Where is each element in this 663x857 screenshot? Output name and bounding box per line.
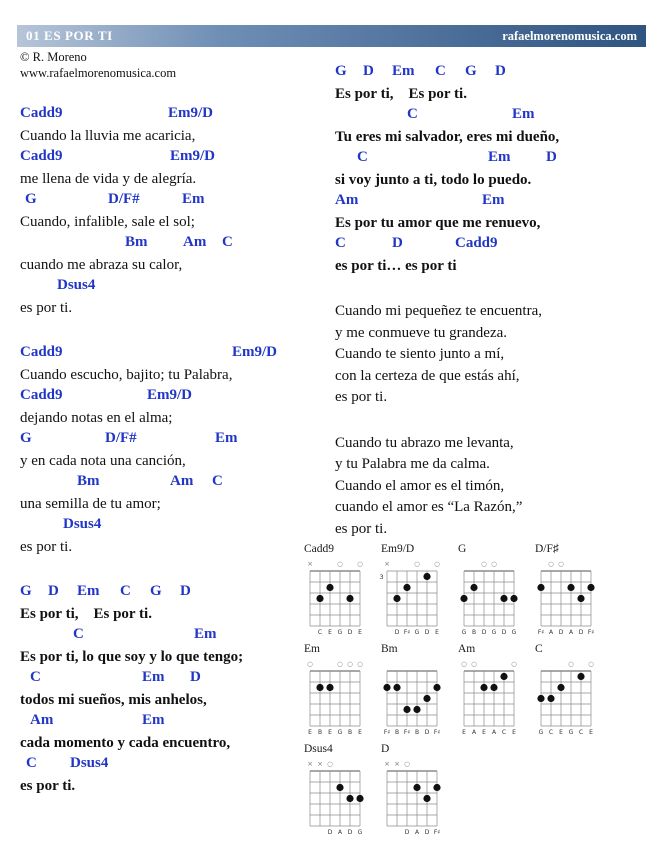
fret-dot (500, 595, 507, 602)
chord: Dsus4 (70, 755, 109, 771)
chord: C (357, 149, 368, 165)
chord: Em (488, 149, 511, 165)
chord: Bm (125, 234, 148, 250)
note-label: C (501, 729, 507, 736)
open-string-marker: ○ (471, 660, 477, 668)
lyric-line: Es por ti, Es por ti. (335, 85, 467, 102)
chord-line (20, 668, 332, 690)
lyric-line: Cuando mi pequeñez te encuentra, (335, 303, 542, 319)
fret-dot (567, 584, 574, 591)
chord-line (335, 62, 657, 84)
chord-diagram (379, 743, 456, 837)
chord-diagram-name: Em (304, 643, 320, 655)
note-label: E (358, 629, 362, 636)
chord: D/F# (108, 191, 140, 207)
lyric-line: Cuando tu abrazo me levanta, (335, 434, 514, 451)
chord-diagram (302, 743, 379, 837)
chord: Em (482, 192, 505, 208)
note-label: D (347, 829, 353, 836)
note-label: A (548, 629, 554, 636)
chord: Dsus4 (63, 516, 102, 532)
fret-dot (403, 706, 410, 713)
lyric-line: Cuando te siento junto a mí, (335, 346, 505, 362)
lyric-line: es por ti. (335, 389, 388, 405)
chord-diagram-grid (533, 557, 599, 637)
chord: G (25, 191, 37, 207)
note-label: G (414, 629, 420, 636)
note-label: G (538, 729, 544, 736)
lyric-line: es por ti… es por ti (335, 257, 457, 274)
open-string-marker: ○ (347, 660, 353, 668)
lyric-line: cada momento y cada encuentro, (20, 734, 231, 751)
lyric-line: y en cada nota una canción, (20, 452, 186, 469)
chord-diagram-grid (456, 657, 522, 737)
fret-dot (433, 684, 440, 691)
chord: G (465, 63, 477, 79)
fret-dot (423, 795, 430, 802)
fret-dot (393, 684, 400, 691)
note-label: G (357, 829, 363, 836)
note-label: D (404, 829, 410, 836)
chord: D (495, 63, 506, 79)
open-string-marker: ○ (307, 660, 313, 668)
chord: C (73, 626, 84, 642)
note-label: E (462, 729, 466, 736)
note-label: F♯ (433, 829, 441, 836)
open-string-marker: ○ (414, 560, 420, 568)
lyric-line: Tu eres mi salvador, eres mi dueño, (335, 128, 560, 145)
lyric-line: es por ti. (20, 777, 76, 794)
fret-dot (500, 673, 507, 680)
chord-diagram-name: Am (458, 643, 476, 655)
chord: Am (183, 234, 207, 250)
chord-diagram-name: D/F♯ (535, 543, 559, 555)
chord: Em9/D (232, 344, 277, 360)
note-label: A (491, 729, 497, 736)
note-label: A (471, 729, 477, 736)
song-block (20, 343, 332, 558)
fret-dot (316, 684, 323, 691)
fret-dot (326, 584, 333, 591)
chord-line (335, 105, 657, 127)
fret-dot (480, 684, 487, 691)
open-string-marker: ○ (337, 660, 343, 668)
fret-dot (423, 573, 430, 580)
fret-dot (547, 695, 554, 702)
note-label: G (491, 629, 497, 636)
song-block (335, 433, 657, 541)
note-label: A (337, 829, 343, 836)
base-fret-number: 3 (379, 573, 384, 581)
fret-dot (336, 784, 343, 791)
fret-dot (460, 595, 467, 602)
chord: Em (512, 106, 535, 122)
chord-line (335, 148, 657, 170)
chord-diagram-name: Em9/D (381, 543, 415, 555)
chord: Am (335, 192, 359, 208)
chord-line (20, 625, 332, 647)
fret-dot (346, 595, 353, 602)
chord-diagram-grid (302, 757, 368, 837)
chord-line (20, 711, 332, 733)
note-label: A (414, 829, 420, 836)
chord: C (222, 234, 233, 250)
header-bar (17, 25, 646, 47)
lyric-line: es por ti. (20, 538, 73, 555)
chord: D (180, 583, 191, 599)
lyric-line: es por ti. (20, 299, 73, 316)
fret-dot (393, 595, 400, 602)
chord: C (212, 473, 223, 489)
note-label: E (308, 729, 312, 736)
chord-line (20, 582, 332, 604)
open-string-marker: ○ (568, 660, 574, 668)
note-label: B (471, 629, 477, 636)
chord: Em (392, 63, 415, 79)
lyric-line: me llena de vida y de alegría. (20, 170, 197, 187)
chord: C (120, 583, 131, 599)
chord: Em9/D (147, 387, 192, 403)
note-label: E (589, 729, 593, 736)
note-label: F♯ (537, 629, 545, 636)
note-label: A (568, 629, 574, 636)
lyric-line: cuando el amor es “La Razón,” (335, 499, 523, 515)
note-label: D (424, 829, 430, 836)
credits (20, 50, 176, 82)
muted-string-marker: × (384, 560, 390, 568)
chord-diagram-name: Cadd9 (304, 543, 335, 555)
chord-diagrams-section (302, 543, 614, 837)
note-label: E (328, 729, 332, 736)
open-string-marker: ○ (337, 560, 343, 568)
author-credit: © R. Moreno (20, 50, 87, 64)
lyric-line: dejando notas en el alma; (20, 409, 173, 426)
open-string-marker: ○ (558, 560, 564, 568)
chord: Bm (77, 473, 100, 489)
note-label: F♯ (433, 729, 441, 736)
lyric-line: con la certeza de que estás ahí, (335, 367, 520, 384)
chord-diagram-grid (379, 557, 445, 637)
note-label: D (424, 629, 430, 636)
chord-diagram (379, 543, 456, 637)
open-string-marker: ○ (481, 560, 487, 568)
note-label: D (347, 629, 353, 636)
chord: Em (215, 430, 238, 446)
chord-diagram (302, 643, 379, 737)
note-label: D (481, 629, 487, 636)
chord-diagram-name: Bm (381, 643, 398, 655)
lyric-line: Es por tu amor que me renuevo, (335, 214, 541, 231)
lyric-line: Cuando la lluvia me acaricia, (20, 127, 196, 144)
fret-dot (537, 584, 544, 591)
chord: G (20, 430, 32, 446)
chord: G (335, 63, 347, 79)
note-label: E (512, 729, 516, 736)
note-label: C (578, 729, 584, 736)
fret-dot (403, 584, 410, 591)
chord-diagram-name: C (535, 643, 543, 655)
lyric-line: si voy junto a ti, todo lo puedo. (335, 171, 532, 188)
note-label: G (337, 729, 343, 736)
fret-dot (587, 584, 594, 591)
chord-diagram-grid (302, 657, 368, 737)
muted-string-marker: × (317, 760, 323, 768)
note-label: E (358, 729, 362, 736)
chord-line (335, 191, 657, 213)
website-credit: www.rafaelmorenomusica.com (20, 66, 177, 80)
chord-diagram (533, 543, 610, 637)
fret-dot (356, 795, 363, 802)
chord-diagram (533, 643, 610, 737)
note-label: G (337, 629, 343, 636)
chord: Em (142, 712, 165, 728)
chord: D (363, 63, 374, 79)
chord: Am (30, 712, 54, 728)
chord-diagram-grid (302, 557, 368, 637)
chord-diagram-grid (379, 757, 445, 837)
chord-line (20, 276, 332, 298)
chord-diagram-name: D (381, 743, 390, 755)
open-string-marker: ○ (548, 560, 554, 568)
note-label: C (548, 729, 554, 736)
fret-dot (413, 706, 420, 713)
note-label: E (482, 729, 486, 736)
chord-diagram-name: G (458, 543, 467, 555)
open-string-marker: ○ (588, 660, 594, 668)
chord-diagram (456, 543, 533, 637)
note-label: G (568, 729, 574, 736)
song-block (335, 301, 657, 409)
note-label: D (578, 629, 584, 636)
chord: Em9/D (168, 105, 213, 121)
chord: C (435, 63, 446, 79)
chord: Em (194, 626, 217, 642)
lyric-line: y me conmueve tu grandeza. (335, 324, 508, 341)
chord: Em (182, 191, 205, 207)
chord-diagram-grid (533, 657, 599, 737)
chord-line (20, 386, 332, 408)
lyric-line: Cuando, infalible, sale el sol; (20, 213, 195, 230)
chord: Em (142, 669, 165, 685)
note-label: B (414, 729, 420, 736)
lyric-line: Es por ti, lo que soy y lo que tengo; (20, 648, 244, 665)
fret-dot (413, 784, 420, 791)
chord-diagram (302, 543, 379, 637)
note-label: F♯ (587, 629, 595, 636)
open-string-marker: ○ (461, 660, 467, 668)
note-label: C (317, 629, 323, 636)
chord: Cadd9 (20, 387, 63, 403)
fret-dot (577, 595, 584, 602)
fret-dot (346, 795, 353, 802)
note-label: G (461, 629, 467, 636)
fret-dot (383, 684, 390, 691)
note-label: D (394, 629, 400, 636)
lyric-line: cuando me abraza su calor, (20, 256, 183, 273)
chord-line (20, 754, 332, 776)
lyric-line: y tu Palabra me da calma. (335, 456, 490, 472)
chord: D (48, 583, 59, 599)
lyric-line: Cuando el amor es el timón, (335, 477, 505, 494)
open-string-marker: ○ (357, 660, 363, 668)
chord: Em (77, 583, 100, 599)
muted-string-marker: × (384, 760, 390, 768)
note-label: D (424, 729, 430, 736)
chord-diagram (379, 643, 456, 737)
song-block (335, 62, 657, 277)
chord: C (335, 235, 346, 251)
muted-string-marker: × (394, 760, 400, 768)
lyric-line: una semilla de tu amor; (20, 495, 161, 512)
note-label: E (435, 629, 439, 636)
fret-dot (423, 695, 430, 702)
chord: G (150, 583, 162, 599)
chord: D (546, 149, 557, 165)
fret-dot (537, 695, 544, 702)
chord: Am (170, 473, 194, 489)
fret-dot (510, 595, 517, 602)
fret-dot (326, 684, 333, 691)
chord: Em9/D (170, 148, 215, 164)
chord-line (20, 429, 332, 451)
page-title: 01 ES POR TI (26, 28, 113, 43)
song-block (20, 582, 332, 797)
chord-line (335, 234, 657, 256)
chord: C (407, 106, 418, 122)
chord: Cadd9 (20, 344, 63, 360)
open-string-marker: ○ (491, 560, 497, 568)
note-label: F♯ (403, 629, 411, 636)
chord: G (20, 583, 32, 599)
note-label: D (558, 629, 564, 636)
fret-dot (316, 595, 323, 602)
right-column (335, 62, 657, 564)
fret-dot (490, 684, 497, 691)
chord-line (20, 147, 332, 169)
note-label: B (317, 729, 323, 736)
header-website: rafaelmorenomusica.com (502, 28, 637, 43)
muted-string-marker: × (307, 560, 313, 568)
chord-diagram-grid (379, 657, 445, 737)
lyric-line: es por ti. (335, 520, 388, 537)
chord-line (20, 472, 332, 494)
chord: C (26, 755, 37, 771)
open-string-marker: ○ (511, 660, 517, 668)
chord: Cadd9 (455, 235, 498, 251)
lyric-line: Es por ti, Es por ti. (20, 605, 152, 622)
open-string-marker: ○ (404, 760, 410, 768)
chord-line (20, 233, 332, 255)
chord-diagram-name: Dsus4 (304, 743, 333, 755)
chord: C (30, 669, 41, 685)
chord-line (20, 190, 332, 212)
chord: Dsus4 (57, 277, 96, 293)
note-label: F♯ (403, 729, 411, 736)
open-string-marker: ○ (327, 760, 333, 768)
song-block (20, 104, 332, 319)
fret-dot (470, 584, 477, 591)
note-label: B (394, 729, 400, 736)
chord: D/F# (105, 430, 137, 446)
open-string-marker: ○ (357, 560, 363, 568)
open-string-marker: ○ (434, 560, 440, 568)
note-label: D (327, 829, 333, 836)
note-label: E (328, 629, 332, 636)
note-label: E (559, 729, 563, 736)
fret-dot (557, 684, 564, 691)
chord: D (190, 669, 201, 685)
lyric-line: Cuando escucho, bajito; tu Palabra, (20, 366, 233, 383)
chord-diagram-grid (456, 557, 522, 637)
note-label: G (511, 629, 517, 636)
chord: D (392, 235, 403, 251)
left-column (20, 104, 332, 821)
lyric-line: todos mi sueños, mis anhelos, (20, 691, 207, 708)
chord-line (20, 515, 332, 537)
fret-dot (433, 784, 440, 791)
chord-line (20, 343, 332, 365)
fret-dot (577, 673, 584, 680)
chord-diagram (456, 643, 533, 737)
note-label: B (347, 729, 353, 736)
note-label: D (501, 629, 507, 636)
muted-string-marker: × (307, 760, 313, 768)
chord: Cadd9 (20, 148, 63, 164)
note-label: F♯ (383, 729, 391, 736)
chord: Cadd9 (20, 105, 63, 121)
chord-line (20, 104, 332, 126)
